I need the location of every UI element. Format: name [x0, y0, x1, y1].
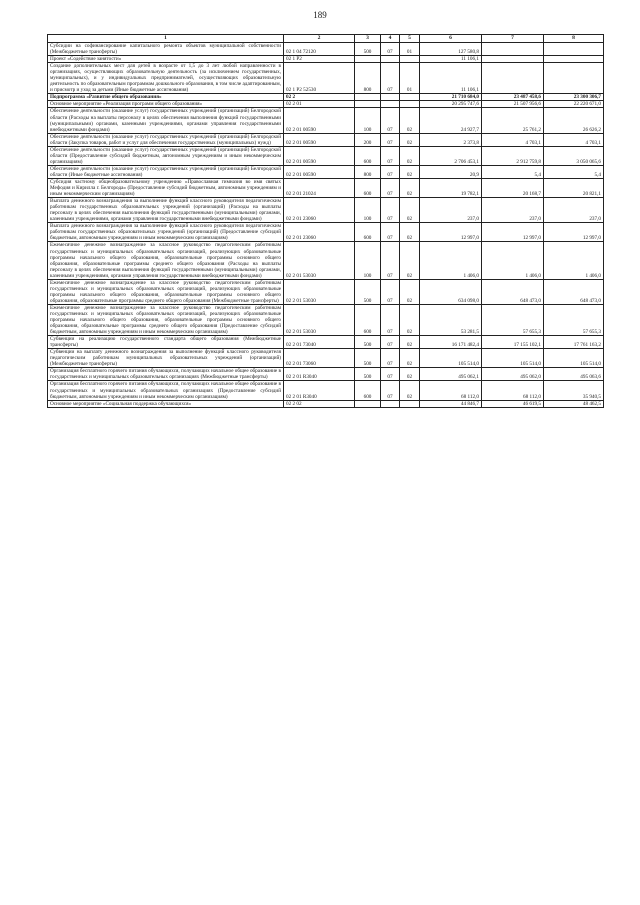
amount-year-2: 25 761,2 — [482, 108, 544, 133]
row-description: Ежемесячное денежное вознаграждение за классное руководство педагогическим работникам государственных и муниципальных образовательных организаций, реализующих образовательные программы начального общего образования, образовательные программы основного общего образования, образовательные программы среднего общего образования (Предоставление субсидий бюджетным, автономным учреждениям и иным некоммерческим организациям) — [48, 304, 284, 335]
amount-year-3: 35 940,5 — [544, 381, 604, 400]
expense-type-code: 500 — [355, 368, 381, 381]
amount-year-2: 46 619,5 — [482, 400, 544, 407]
budget-classification-code: 02 2 01 23060 — [284, 223, 355, 242]
expense-type-code: 600 — [355, 381, 381, 400]
section-code: 07 — [381, 198, 400, 223]
amount-year-2: 2 912 759,8 — [482, 146, 544, 165]
budget-classification-code: 02 2 01 — [284, 101, 355, 108]
expense-type-code: 500 — [355, 279, 381, 304]
amount-year-1: 11 106,1 — [420, 63, 482, 94]
row-description: Выплата денежного вознаграждения за выполнение функций классного руководителя педагогическим работникам государственных образовательных учреждений (организаций) (Предоставление субсидий бюджетным, автономным учреждениям и иным некоммерческим организациям) — [48, 223, 284, 242]
subsection-code: 02 — [400, 146, 420, 165]
subsection-code — [400, 94, 420, 101]
table-row — [48, 198, 604, 223]
subsection-code: 02 — [400, 242, 420, 279]
budget-classification-code: 02 2 01 00590 — [284, 133, 355, 146]
amount-year-1: 19 782,1 — [420, 178, 482, 197]
expense-type-code — [355, 101, 381, 108]
amount-year-2: 237,0 — [482, 198, 544, 223]
table-row — [48, 304, 604, 335]
column-header: 3 — [355, 35, 381, 43]
table-row — [48, 108, 604, 133]
subsection-code: 02 — [400, 336, 420, 349]
row-description: Субсидии на софинансирование капитального ремонта объектов муниципальной собственности (Межбюджетные трансферты) — [48, 43, 284, 56]
expense-type-code: 100 — [355, 108, 381, 133]
table-row — [48, 242, 604, 279]
budget-classification-code: 02 2 01 00590 — [284, 108, 355, 133]
amount-year-2: 4 703,1 — [482, 133, 544, 146]
expense-type-code: 600 — [355, 146, 381, 165]
table-row — [48, 178, 604, 197]
amount-year-3: 237,0 — [544, 198, 604, 223]
amount-year-1: 634 098,0 — [420, 279, 482, 304]
row-description: Ежемесячное денежное вознаграждение за классное руководство педагогическим работникам государственных и муниципальных образовательных организаций, реализующих образовательные программы начального общего образования, образовательные программы основного общего образования, образовательные программы среднего общего образования (Расходы на выплаты персоналу в целях обеспечения выполнения функций государственными (муниципальными) органами, казенными учреждениями, органами управления государственными внебюджетными фондами) — [48, 242, 284, 279]
subsection-code: 02 — [400, 381, 420, 400]
amount-year-2: 57 655,3 — [482, 304, 544, 335]
amount-year-3: 22 220 671,0 — [544, 101, 604, 108]
section-code: 07 — [381, 43, 400, 56]
subsection-code: 02 — [400, 304, 420, 335]
expense-type-code: 600 — [355, 223, 381, 242]
amount-year-1: 127 580,8 — [420, 43, 482, 56]
column-header: 4 — [381, 35, 400, 43]
amount-year-1: 24 927,7 — [420, 108, 482, 133]
budget-classification-code: 02 2 01 23060 — [284, 198, 355, 223]
section-code: 07 — [381, 133, 400, 146]
amount-year-3: 495 063,6 — [544, 368, 604, 381]
row-description: Организация бесплатного горячего питания обучающихся, получающих начальное общее образование в государственных и муниципальных образовательных организациях (Предоставление субсидий бюджетным, автономным учреждениям и иным некоммерческим организациям) — [48, 381, 284, 400]
table-row — [48, 165, 604, 178]
section-code — [381, 101, 400, 108]
row-description: Организация бесплатного горячего питания обучающихся, получающих начальное общее образование в государственных и муниципальных образовательных организациях (Межбюджетные трансферты) — [48, 368, 284, 381]
amount-year-1: 495 062,1 — [420, 368, 482, 381]
subsection-code — [400, 101, 420, 108]
expense-type-code: 600 — [355, 178, 381, 197]
expense-type-code — [355, 400, 381, 407]
amount-year-1: 68 112,0 — [420, 381, 482, 400]
section-code: 07 — [381, 368, 400, 381]
row-description: Ежемесячное денежное вознаграждение за классное руководство педагогическим работникам государственных и муниципальных образовательных организаций, реализующих образовательные программы начального общего образования, образовательные программы основного общего образования, образовательные программы среднего общего образования (Межбюджетные трансферты) — [48, 279, 284, 304]
budget-classification-code: 02 1 P2 52530 — [284, 63, 355, 94]
budget-classification-code: 02 2 01 73060 — [284, 349, 355, 368]
budget-classification-code: 02 2 01 00590 — [284, 146, 355, 165]
amount-year-1: 12 997,0 — [420, 223, 482, 242]
amount-year-1: 11 106,1 — [420, 56, 482, 63]
column-header: 7 — [482, 35, 544, 43]
budget-classification-code: 02 2 01 73040 — [284, 336, 355, 349]
amount-year-1: 2 706 453,1 — [420, 146, 482, 165]
amount-year-3: 57 655,3 — [544, 304, 604, 335]
subsection-code: 02 — [400, 349, 420, 368]
amount-year-1: 1 406,0 — [420, 242, 482, 279]
amount-year-1: 237,0 — [420, 198, 482, 223]
amount-year-3: 26 626,2 — [544, 108, 604, 133]
row-description: Обеспечение деятельности (оказание услуг) государственных учреждений (организаций) Белгородской области (Иные бюджетные ассигнования) — [48, 165, 284, 178]
row-description: Создание дополнительных мест для детей в возрасте от 1,5 до 3 лет любой направленности в организациях, осуществляющих образовательную деятельность (за исключением государственных, муниципальных), и у индивидуальных предпринимателей, осуществляющих образовательную деятельность по образовательным программам дошкольного образования, в том числе адаптированным, и присмотр и уход за детьми (Иные бюджетные ассигнования) — [48, 63, 284, 94]
subsection-code — [400, 56, 420, 63]
section-code: 07 — [381, 146, 400, 165]
section-code: 07 — [381, 304, 400, 335]
amount-year-2: 17 155 102,1 — [482, 336, 544, 349]
expense-type-code: 100 — [355, 242, 381, 279]
section-code — [381, 56, 400, 63]
subsection-code: 02 — [400, 178, 420, 197]
section-code — [381, 94, 400, 101]
amount-year-3: 5,4 — [544, 165, 604, 178]
amount-year-2: 648 473,0 — [482, 279, 544, 304]
budget-classification-code: 02 2 02 — [284, 400, 355, 407]
amount-year-3: 105 514,0 — [544, 349, 604, 368]
amount-year-1: 53 281,5 — [420, 304, 482, 335]
section-code: 07 — [381, 349, 400, 368]
section-code: 07 — [381, 381, 400, 400]
budget-classification-code: 02 2 01 53030 — [284, 304, 355, 335]
subsection-code: 01 — [400, 43, 420, 56]
amount-year-3: 23 300 306,7 — [544, 94, 604, 101]
amount-year-2 — [482, 56, 544, 63]
table-row — [48, 368, 604, 381]
expense-type-code: 600 — [355, 304, 381, 335]
amount-year-2: 23 487 458,6 — [482, 94, 544, 101]
amount-year-1: 20,9 — [420, 165, 482, 178]
amount-year-2 — [482, 43, 544, 56]
section-code: 07 — [381, 178, 400, 197]
amount-year-3: 17 761 163,2 — [544, 336, 604, 349]
row-description: Обеспечение деятельности (оказание услуг) государственных учреждений (организаций) Белгородской области (Предоставление субсидий бюджетным, автономным учреждениям и иным некоммерческим организациям) — [48, 146, 284, 165]
amount-year-3: 48 462,5 — [544, 400, 604, 407]
table-row — [48, 63, 604, 94]
subsection-code: 02 — [400, 198, 420, 223]
row-description: Обеспечение деятельности (оказание услуг) государственных учреждений (организаций) Белгородской области (Закупка товаров, работ и услуг для обеспечения государственных (муниципальных) нужд) — [48, 133, 284, 146]
section-code: 07 — [381, 108, 400, 133]
amount-year-3: 648 473,0 — [544, 279, 604, 304]
amount-year-2: 20 168,7 — [482, 178, 544, 197]
expense-type-code: 500 — [355, 336, 381, 349]
column-header: 6 — [420, 35, 482, 43]
row-description: Основное мероприятие «Социальная поддержка обучающихся» — [48, 400, 284, 407]
amount-year-2: 105 514,0 — [482, 349, 544, 368]
expense-type-code: 500 — [355, 43, 381, 56]
budget-classification-code: 02 2 01 R3040 — [284, 381, 355, 400]
amount-year-2: 1 406,0 — [482, 242, 544, 279]
expense-type-code: 200 — [355, 133, 381, 146]
expense-type-code: 500 — [355, 349, 381, 368]
expense-type-code: 800 — [355, 63, 381, 94]
column-header: 2 — [284, 35, 355, 43]
amount-year-1: 105 514,0 — [420, 349, 482, 368]
subsection-code: 02 — [400, 165, 420, 178]
row-description: Субвенции на выплату денежного вознаграждения за выполнение функций классного руководителя педагогическим работникам муниципальных образовательных учреждений (организаций) (Межбюджетные трансферты) — [48, 349, 284, 368]
section-code: 07 — [381, 279, 400, 304]
amount-year-2: 495 062,0 — [482, 368, 544, 381]
subsection-code: 02 — [400, 108, 420, 133]
column-header: 1 — [48, 35, 284, 43]
budget-classification-code: 02 1 P2 — [284, 56, 355, 63]
amount-year-1: 21 710 684,0 — [420, 94, 482, 101]
amount-year-1: 20 295 747,6 — [420, 101, 482, 108]
subsection-code: 02 — [400, 279, 420, 304]
section-code: 07 — [381, 165, 400, 178]
table-row — [48, 146, 604, 165]
amount-year-2: 68 112,0 — [482, 381, 544, 400]
amount-year-3 — [544, 43, 604, 56]
amount-year-1: 44 846,7 — [420, 400, 482, 407]
subsection-code — [400, 400, 420, 407]
amount-year-3: 1 406,0 — [544, 242, 604, 279]
table-row — [48, 43, 604, 56]
row-description: Подпрограмма «Развитие общего образования» — [48, 94, 284, 101]
section-code — [381, 400, 400, 407]
column-header: 5 — [400, 35, 420, 43]
section-code: 07 — [381, 223, 400, 242]
section-code: 07 — [381, 336, 400, 349]
section-code: 07 — [381, 63, 400, 94]
expense-type-code — [355, 56, 381, 63]
amount-year-1: 16 171 482,4 — [420, 336, 482, 349]
budget-classification-code: 02 2 01 21024 — [284, 178, 355, 197]
amount-year-1: 2 373,8 — [420, 133, 482, 146]
table-row — [48, 56, 604, 63]
budget-classification-code: 02 1 04 72120 — [284, 43, 355, 56]
column-number-row — [48, 35, 604, 43]
expense-type-code: 100 — [355, 198, 381, 223]
table-row — [48, 133, 604, 146]
row-description: Выплата денежного вознаграждения за выполнение функций классного руководителя педагогическим работникам государственных образовательных учреждений (организаций) (Расходы на выплаты персоналу в целях обеспечения выполнения функций государственными (муниципальными) органами, казенными учреждениями, органами управления государственными внебюджетными фондами) — [48, 198, 284, 223]
amount-year-3 — [544, 63, 604, 94]
row-description: Обеспечение деятельности (оказание услуг) государственных учреждений (организаций) Белгородской области (Расходы на выплаты персоналу в целях обеспечения выполнения функций государственными (муниципальными) органами, казенными учреждениями, органами управления государственными внебюджетными фондами) — [48, 108, 284, 133]
budget-table — [47, 34, 604, 408]
row-description: Основное мероприятие «Реализация программ общего образования» — [48, 101, 284, 108]
page-number: 189 — [313, 10, 327, 20]
budget-classification-code: 02 2 01 R3040 — [284, 368, 355, 381]
table-row — [48, 223, 604, 242]
subsection-code: 01 — [400, 63, 420, 94]
amount-year-2: 5,4 — [482, 165, 544, 178]
subsection-code: 02 — [400, 223, 420, 242]
section-code: 07 — [381, 242, 400, 279]
budget-classification-code: 02 2 01 00590 — [284, 165, 355, 178]
table-row — [48, 400, 604, 407]
row-description: Проект «Содействие занятости» — [48, 56, 284, 63]
table-row — [48, 101, 604, 108]
budget-classification-code: 02 2 — [284, 94, 355, 101]
amount-year-2: 12 997,0 — [482, 223, 544, 242]
table-row — [48, 349, 604, 368]
table-row — [48, 336, 604, 349]
subsection-code: 02 — [400, 133, 420, 146]
table-row — [48, 279, 604, 304]
subsection-code: 02 — [400, 368, 420, 381]
amount-year-3 — [544, 56, 604, 63]
expense-type-code: 800 — [355, 165, 381, 178]
amount-year-3: 20 821,1 — [544, 178, 604, 197]
amount-year-2: 21 507 956,6 — [482, 101, 544, 108]
expense-type-code — [355, 94, 381, 101]
budget-classification-code: 02 2 01 53030 — [284, 242, 355, 279]
budget-table-body — [48, 43, 604, 408]
column-header: 8 — [544, 35, 604, 43]
amount-year-2 — [482, 63, 544, 94]
amount-year-3: 4 703,1 — [544, 133, 604, 146]
amount-year-3: 3 050 065,6 — [544, 146, 604, 165]
budget-classification-code: 02 2 01 53030 — [284, 279, 355, 304]
amount-year-3: 12 997,0 — [544, 223, 604, 242]
table-row — [48, 94, 604, 101]
row-description: Субсидия частному общеобразовательному учреждению «Православная гимназия во имя святых Мефодия и Кирилла г. Белгорода» (Предоставление субсидий бюджетным, автономным учреждениям и иным некоммерческим организациям) — [48, 178, 284, 197]
table-row — [48, 381, 604, 400]
row-description: Субвенции на реализацию государственного стандарта общего образования (Межбюджетные трансферты) — [48, 336, 284, 349]
